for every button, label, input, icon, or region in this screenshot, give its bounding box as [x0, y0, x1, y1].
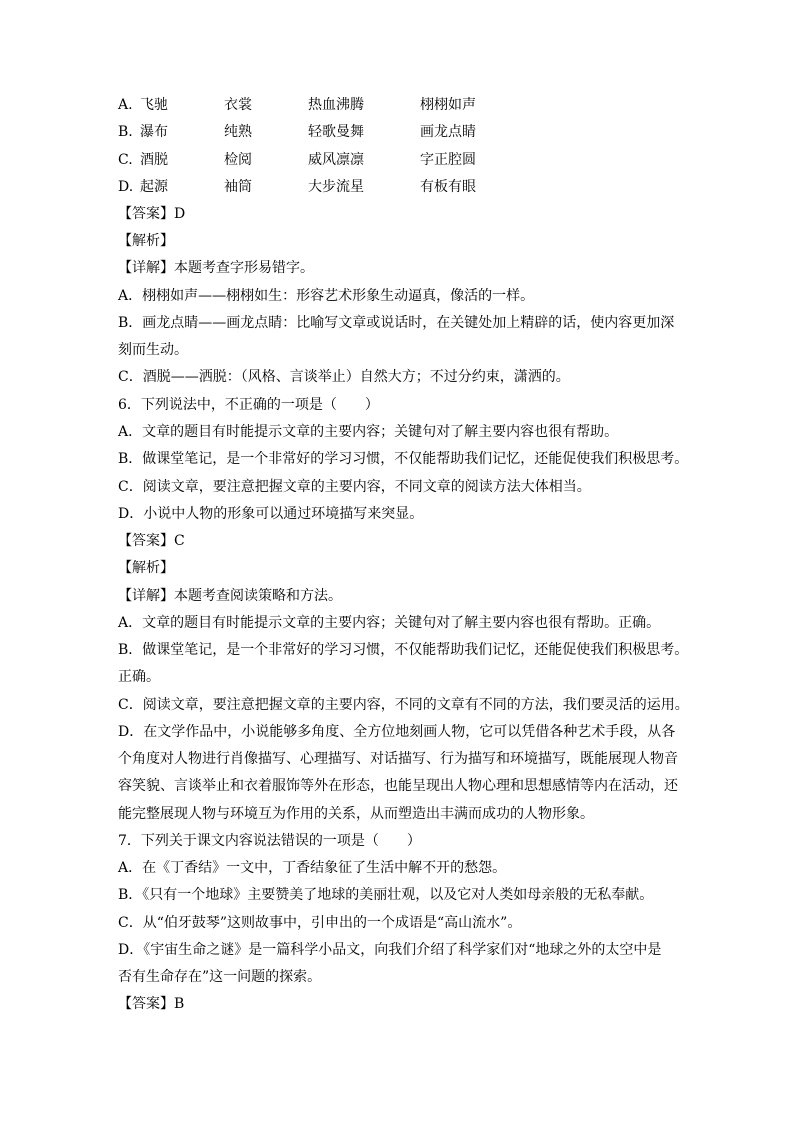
question-option: D．《宇宙生命之谜》是一篇科学小品文，向我们介绍了科学家们对“地球之外的太空中是	[118, 942, 662, 958]
answer-line: 【答案】C	[118, 533, 185, 549]
option-label: C.	[118, 152, 133, 168]
option-word: 画龙点睛	[420, 124, 476, 140]
explanation-line: 能完整展现人物与环境互为作用的关系，从而塑造出丰满而成功的人物形象。	[118, 806, 594, 822]
question-option: D．小说中人物的形象可以通过环境描写来突显。	[118, 506, 424, 522]
explanation-line: D．在文学作品中，小说能够多角度、全方位地刻画人物，它可以凭借各种艺术手段，从各	[118, 724, 676, 740]
option-word: 瀑布	[140, 124, 168, 140]
option-label: B.	[118, 124, 133, 140]
option-word: 字正腔圆	[420, 152, 476, 168]
option-word: 飞驰	[140, 97, 168, 113]
explanation-line: A．文章的题目有时能提示文章的主要内容；关键句对了解主要内容也很有帮助。正确。	[118, 615, 661, 631]
question-title: 6．下列说法中，不正确的一项是（ ）	[118, 397, 379, 413]
question-option: A．文章的题目有时能提示文章的主要内容；关键句对了解主要内容也很有帮助。	[118, 424, 619, 440]
option-word: 轻歌曼舞	[308, 124, 364, 140]
explanation-line: C．阅读文章，要注意把握文章的主要内容，不同的文章有不同的方法，我们要灵活的运用。	[118, 697, 689, 713]
explanation-line: 正确。	[118, 669, 160, 685]
option-word: 检阅	[224, 152, 252, 168]
option-word: 威风凛凛	[308, 152, 364, 168]
explanation-line: 个角度对人物进行肖像描写、心理描写、对话描写、行为描写和环境描写，既能展现人物音	[118, 751, 678, 767]
option-word: 有板有眼	[420, 179, 476, 195]
explanation-line: B．画龙点睛——画龙点睛：比喻写文章或说话时，在关键处加上精辟的话，使内容更加深	[118, 315, 675, 331]
explanation-line: B．做课堂笔记，是一个非常好的学习习惯，不仅能帮助我们记忆，还能促使我们积极思考。	[118, 642, 689, 658]
question-option: 否有生命存在”这一问题的探索。	[118, 969, 322, 985]
explanation-line: C．酒脱——洒脱：（风格、言谈举止）自然大方；不过分约束，潇洒的。	[118, 369, 570, 385]
answer-line: 【答案】B	[118, 996, 185, 1012]
explanation-line: 容笑貌、言谈举止和衣着服饰等外在形态，也能呈现出人物心理和思想感情等内在活动，还	[118, 778, 678, 794]
option-label: A.	[118, 97, 133, 113]
option-word: 热血沸腾	[308, 97, 364, 113]
explanation-line: A．栩栩如声——栩栩如生：形容艺术形象生动逼真，像活的一样。	[118, 288, 535, 304]
detail-line: 【详解】本题考查阅读策略和方法。	[118, 588, 342, 604]
explanation-line: 刻而生动。	[118, 342, 188, 358]
analysis-heading: 【解析】	[118, 560, 174, 576]
question-option: B．做课堂笔记，是一个非常好的学习习惯，不仅能帮助我们记忆，还能促使我们积极思考。	[118, 451, 689, 467]
analysis-heading: 【解析】	[118, 233, 174, 249]
option-word: 栩栩如声	[420, 97, 476, 113]
option-word: 衣裳	[224, 97, 252, 113]
question-title: 7．下列关于课文内容说法错误的一项是（ ）	[118, 833, 421, 849]
option-word: 袖筒	[224, 179, 252, 195]
question-option: A．在《丁香结》一文中，丁香结象征了生活中解不开的愁怨。	[118, 860, 507, 876]
question-option: C．从“伯牙鼓琴”这则故事中，引申出的一个成语是“高山流水”。	[118, 915, 522, 931]
option-word: 大步流星	[308, 179, 364, 195]
option-word: 起源	[140, 179, 168, 195]
option-word: 纯熟	[224, 124, 252, 140]
answer-line: 【答案】D	[118, 206, 186, 222]
question-option: C．阅读文章，要注意把握文章的主要内容，不同文章的阅读方法大体相当。	[118, 479, 591, 495]
detail-line: 【详解】本题考查字形易错字。	[118, 260, 314, 276]
option-word: 酒脱	[140, 152, 168, 168]
question-option: B．《只有一个地球》主要赞美了地球的美丽壮观，以及它对人类如母亲般的无私奉献。	[118, 887, 654, 903]
option-label: D.	[118, 179, 134, 195]
